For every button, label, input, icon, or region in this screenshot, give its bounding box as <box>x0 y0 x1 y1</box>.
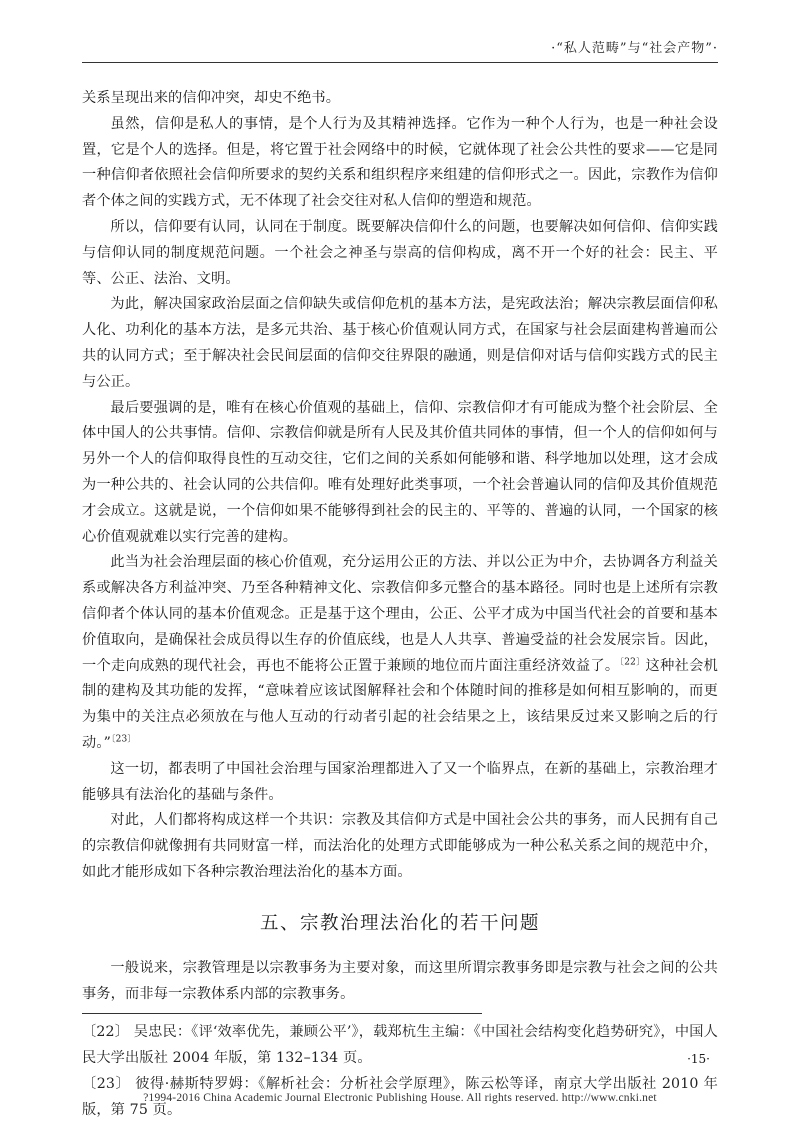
footnote-22: 〔22〕 吴忠民：《评‘效率优先，兼顾公平’》，载郑杭生主编：《中国社会结构变化趋势研究》，中国人民大学出版社 2004 年版，第 132–134 页。 <box>82 1024 718 1067</box>
paragraph-3: 所以，信仰要有认同，认同在于制度。既要解决信仰什么的问题，也要解决如何信仰、信仰实践与信仰认同的制度规范问题。一个社会之神圣与崇高的信仰构成，离不开一个好的社会：民主、平等、公正、法治、文明。 <box>82 218 718 287</box>
article-body <box>82 86 718 1123</box>
paragraph-2: 虽然，信仰是私人的事情，是个人行为及其精神选择。它作为一种个人行为，也是一种社会设置，它是个人的选择。但是，将它置于社会网络中的时候，它就体现了社会公共性的要求——它是同一种信仰者依照社会信仰所要求的契约关系和组织程序来组建的信仰形式之一。因此，宗教作为信仰者个体之间的实践方式，无不体现了社会交往对私人信仰的塑造和规范。 <box>82 115 718 210</box>
paragraph-5: 最后要强调的是，唯有在核心价值观的基础上，信仰、宗教信仰才有可能成为整个社会阶层、全体中国人的公共事情。信仰、宗教信仰就是所有人民及其价值共同体的事情，但一个人的信仰如何与另外一个人的信仰取得良性的互动交往，它们之间的关系如何能够和谐、科学地加以处理，这才会成为一种公共的、社会认同的公共信仰。唯有处理好此类事项，一个社会普遍认同的信仰及其价值规范才会成立。这就是说，一个信仰如果不能够得到社会的民主的、平等的、普遍的认同，一个国家的核心价值观就难以实行完善的建构。 <box>82 399 718 545</box>
paragraph-6 <box>82 550 718 756</box>
footnote-ref-23[interactable]: 〔23〕 <box>110 734 137 745</box>
running-head: ·“私人范畴”与“社会产物”· <box>82 36 718 63</box>
paragraph-8: 对此，人们都将构成这样一个共识：宗教及其信仰方式是中国社会公共的事务，而人民拥有自己的宗教信仰就像拥有共同财富一样，而法治化的处理方式即能够成为一种公私关系之间的规范中介，如此才能形成如下各种宗教治理法治化的基本方面。 <box>82 812 718 880</box>
paragraph-6-text-b: 这种社会机制的建构及其功能的发挥，“意味着应该试图解释社会和个体随时间的推移是如何相互影响的，而更为集中的关注点必须放在与他人互动的行动者引起的社会结果之上，该结果反过来又影响之后的行动。” <box>82 657 718 751</box>
paragraph-6-text-a: 此当为社会治理层面的核心价值观，充分运用公正的方法、并以公正为中介，去协调各方利益关系或解决各方利益冲突、乃至各种精神文化、宗教信仰多元整合的基本路径。同时也是上述所有宗教信仰者个体认同的基本价值观念。正是基于这个理由，公正、公平才成为中国当代社会的首要和基本价值取向，是确保社会成员得以生存的价值底线，也是人人共享、普遍受益的社会发展宗旨。因此，一个走向成熟的现代社会，再也不能将公正置于兼顾的地位而片面注重经济效益了。 <box>82 554 718 674</box>
footnote-divider <box>82 1013 482 1014</box>
section-paragraph: 一般说来，宗教管理是以宗教事务为主要对象，而这里所谓宗教事务即是宗教与社会之间的公共事务，而非每一宗教体系内部的宗教事务。 <box>82 959 718 1002</box>
section-heading: 五、宗教治理法治化的若干问题 <box>259 912 540 934</box>
footnote-23: 〔23〕 彼得·赫斯特罗姆：《解析社会：分析社会学原理》，陈云松等译，南京大学出版社 2010 年版，第 75 页。 <box>82 1075 718 1118</box>
footnote-ref-22[interactable]: 〔22〕 <box>619 656 646 667</box>
footnotes <box>82 1020 718 1123</box>
paragraph-4: 为此，解决国家政治层面之信仰缺失或信仰危机的基本方法，是宪政法治；解决宗教层面信仰私人化、功利化的基本方法，是多元共治、基于核心价值观认同方式，在国家与社会层面建构普遍而公共的认同方式；至于解决社会民间层面的信仰交往界限的融通，则是信仰对话与信仰实践方式的民主与公正。 <box>82 296 718 390</box>
paragraph-7: 这一切，都表明了中国社会治理与国家治理都进入了又一个临界点，在新的基础上，宗教治理才能够具有法治化的基础与条件。 <box>82 760 718 803</box>
paragraph-1: 关系呈现出来的信仰冲突，却史不绝书。 <box>82 90 341 106</box>
copyright-line: ?1994-2016 China Academic Journal Electronic Publishing House. All rights reserved. http://www.cnki.net <box>143 1092 657 1104</box>
page-number: ·15· <box>687 1052 710 1066</box>
